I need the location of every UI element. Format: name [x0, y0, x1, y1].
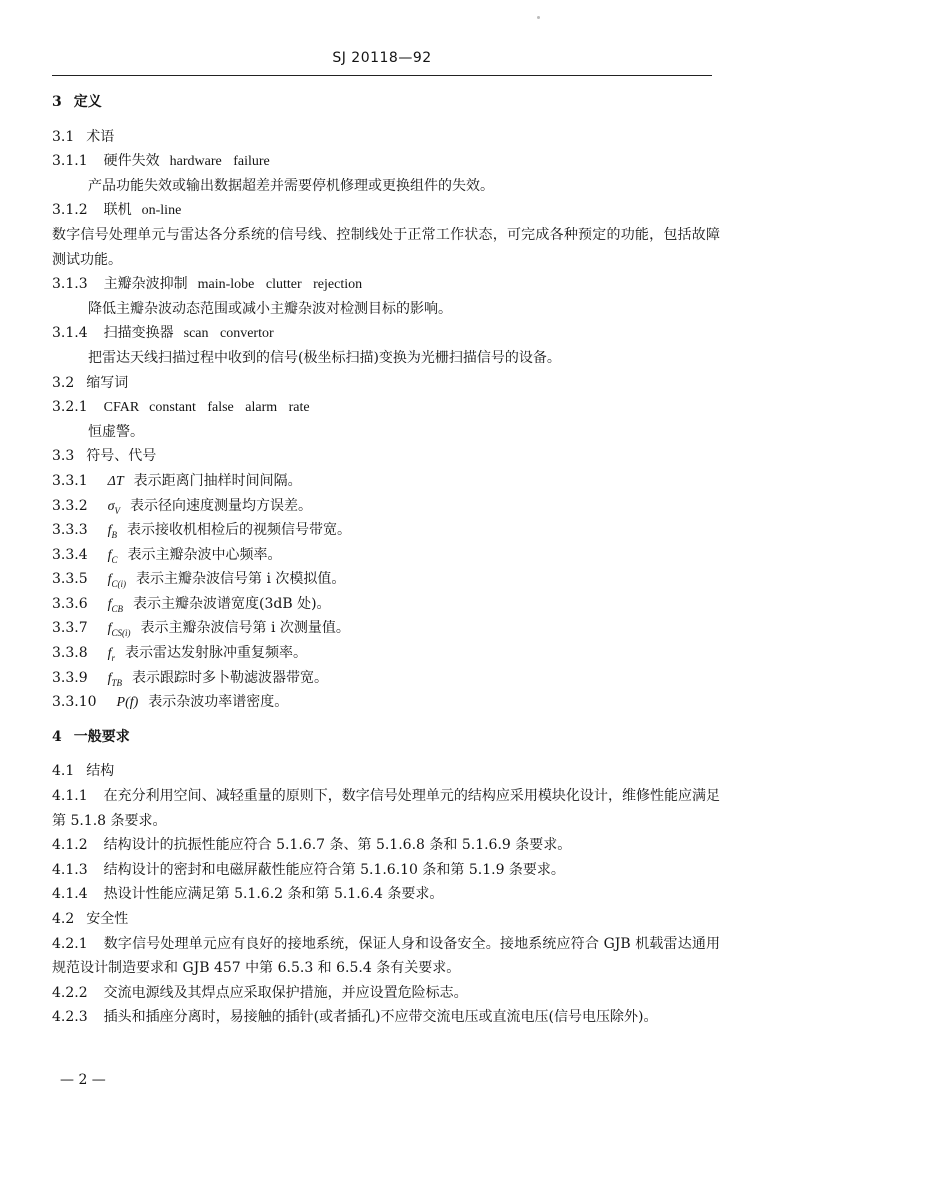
- term-3-1-3-desc: 降低主瓣杂波动态范围或减小主瓣杂波对检测目标的影响。: [88, 300, 452, 317]
- term-3-2-1-desc: 恒虚警。: [88, 423, 144, 440]
- symbol-row: [52, 666, 720, 691]
- scan-speck: [537, 16, 540, 19]
- req-4-1-1: 4.1.1 在充分利用空间、减轻重量的原则下，数字信号处理单元的结构应采用模块化设计，维修性能应满足第 5.1.8 条要求。: [52, 788, 720, 829]
- symbol-row: [52, 518, 720, 543]
- symbol-description: 表示接收机相检后的视频信号带宽。: [127, 522, 352, 539]
- req-4-1-2: 4.1.2 结构设计的抗振性能应符合 5.1.6.7 条、第 5.1.6.8 条和 5.1.6.9 条要求。: [52, 837, 572, 854]
- document-body: [52, 90, 720, 1030]
- symbol-notation: $\sigma_V$: [107, 498, 121, 516]
- req-4-1-4: 4.1.4 热设计性能应满足第 5.1.6.2 条和第 5.1.6.4 条要求。: [52, 886, 444, 903]
- section-3-2-heading: 3.2 缩写词: [52, 374, 129, 391]
- term-3-1-3: 3.1.3 主瓣杂波抑制 main-lobe clutter rejection: [52, 276, 363, 293]
- symbol-description: 表示主瓣杂波信号第 i 次测量值。: [140, 620, 350, 637]
- symbol-number: 3.3.6: [52, 595, 88, 612]
- symbol-notation: $f_C$: [107, 547, 118, 565]
- symbol-notation: $f_{CB}$: [107, 596, 124, 614]
- symbol-number: 3.3.1: [52, 472, 88, 489]
- symbol-notation: $f_{C(i)}$: [107, 572, 127, 590]
- req-4-1-3: 4.1.3 结构设计的密封和电磁屏蔽性能应符合第 5.1.6.10 条和第 5.1.9 条要求。: [52, 861, 565, 878]
- section-3-1-heading: 3.1 术语: [52, 128, 115, 145]
- section-4-1-heading: 4.1 结构: [52, 763, 115, 780]
- symbol-notation: $f_{CS(i)}$: [107, 621, 131, 639]
- symbol-number: 3.3.3: [52, 522, 88, 539]
- symbol-notation: $f_{TB}$: [107, 670, 123, 688]
- symbol-number: 3.3.2: [52, 497, 88, 514]
- symbol-row: [52, 494, 720, 519]
- req-4-2-1: 4.2.1 数字信号处理单元应有良好的接地系统，保证人身和设备安全。接地系统应符合 GJB 机载雷达通用规范设计制造要求和 GJB 457 中第 6.5.3 和 6.5.4 条有关要求。: [52, 935, 720, 977]
- symbol-description: 表示主瓣杂波中心频率。: [127, 546, 282, 563]
- term-3-1-2-desc: 数字信号处理单元与雷达各分系统的信号线、控制线处于正常工作状态，可完成各种预定的功能，包括故障测试功能。: [52, 226, 720, 268]
- symbol-notation: $f_r$: [107, 646, 116, 663]
- symbol-list: [52, 469, 720, 715]
- symbol-number: 3.3.8: [52, 645, 88, 662]
- symbol-description: 表示主瓣杂波谱宽度(3dB 处)。: [133, 595, 331, 612]
- symbol-number: 3.3.10: [52, 694, 97, 711]
- symbol-row: [52, 469, 720, 494]
- symbol-row: [52, 641, 720, 666]
- symbol-description: 表示主瓣杂波信号第 i 次模拟值。: [136, 571, 346, 588]
- term-3-1-1: 3.1.1 硬件失效 hardware failure: [52, 153, 270, 170]
- symbol-number: 3.3.4: [52, 546, 88, 563]
- req-4-2-3: 4.2.3 插头和插座分离时，易接触的插针(或者插孔)不应带交流电压或直流电压(信号电压除外)。: [52, 1009, 658, 1026]
- symbol-row: [52, 592, 720, 617]
- header-rule: [52, 75, 712, 76]
- symbol-description: 表示跟踪时多卜勒滤波器带宽。: [132, 669, 329, 686]
- symbol-description: 表示径向速度测量均方误差。: [130, 497, 313, 514]
- symbol-row: [52, 616, 720, 641]
- term-3-1-4: 3.1.4 扫描变换器 scan convertor: [52, 325, 274, 342]
- req-4-2-2: 4.2.2 交流电源线及其焊点应采取保护措施，并应设置危险标志。: [52, 984, 468, 1001]
- symbol-notation: $f_B$: [107, 523, 118, 540]
- page-number: — 2 —: [60, 1072, 106, 1088]
- symbol-number: 3.3.5: [52, 571, 88, 588]
- symbol-number: 3.3.7: [52, 620, 88, 637]
- symbol-row: [52, 690, 720, 715]
- section-4-2-heading: 4.2 安全性: [52, 911, 129, 927]
- term-3-1-2: 3.1.2 联机 on-line: [52, 202, 182, 219]
- symbol-notation: P(f): [116, 695, 139, 711]
- symbol-description: 表示距离门抽样时间间隔。: [133, 472, 302, 489]
- term-3-1-4-desc: 把雷达天线扫描过程中收到的信号(极坐标扫描)变换为光栅扫描信号的设备。: [88, 349, 561, 366]
- symbol-description: 表示雷达发射脉冲重复频率。: [125, 645, 308, 662]
- section-3-3-heading: 3.3 符号、代号: [52, 448, 157, 465]
- symbol-number: 3.3.9: [52, 669, 88, 686]
- term-3-2-1: 3.2.1 CFAR constant false alarm rate: [52, 399, 310, 416]
- term-3-1-1-desc: 产品功能失效或输出数据超差并需要停机修理或更换组件的失效。: [88, 177, 494, 194]
- symbol-notation: ΔT: [107, 473, 124, 489]
- section-3-heading: 3 定义: [52, 94, 102, 110]
- symbol-row: [52, 543, 720, 568]
- document-header: SJ 20118—92: [332, 50, 432, 66]
- section-4-heading: 4 一般要求: [52, 728, 130, 745]
- symbol-row: [52, 567, 720, 592]
- symbol-description: 表示杂波功率谱密度。: [148, 694, 289, 711]
